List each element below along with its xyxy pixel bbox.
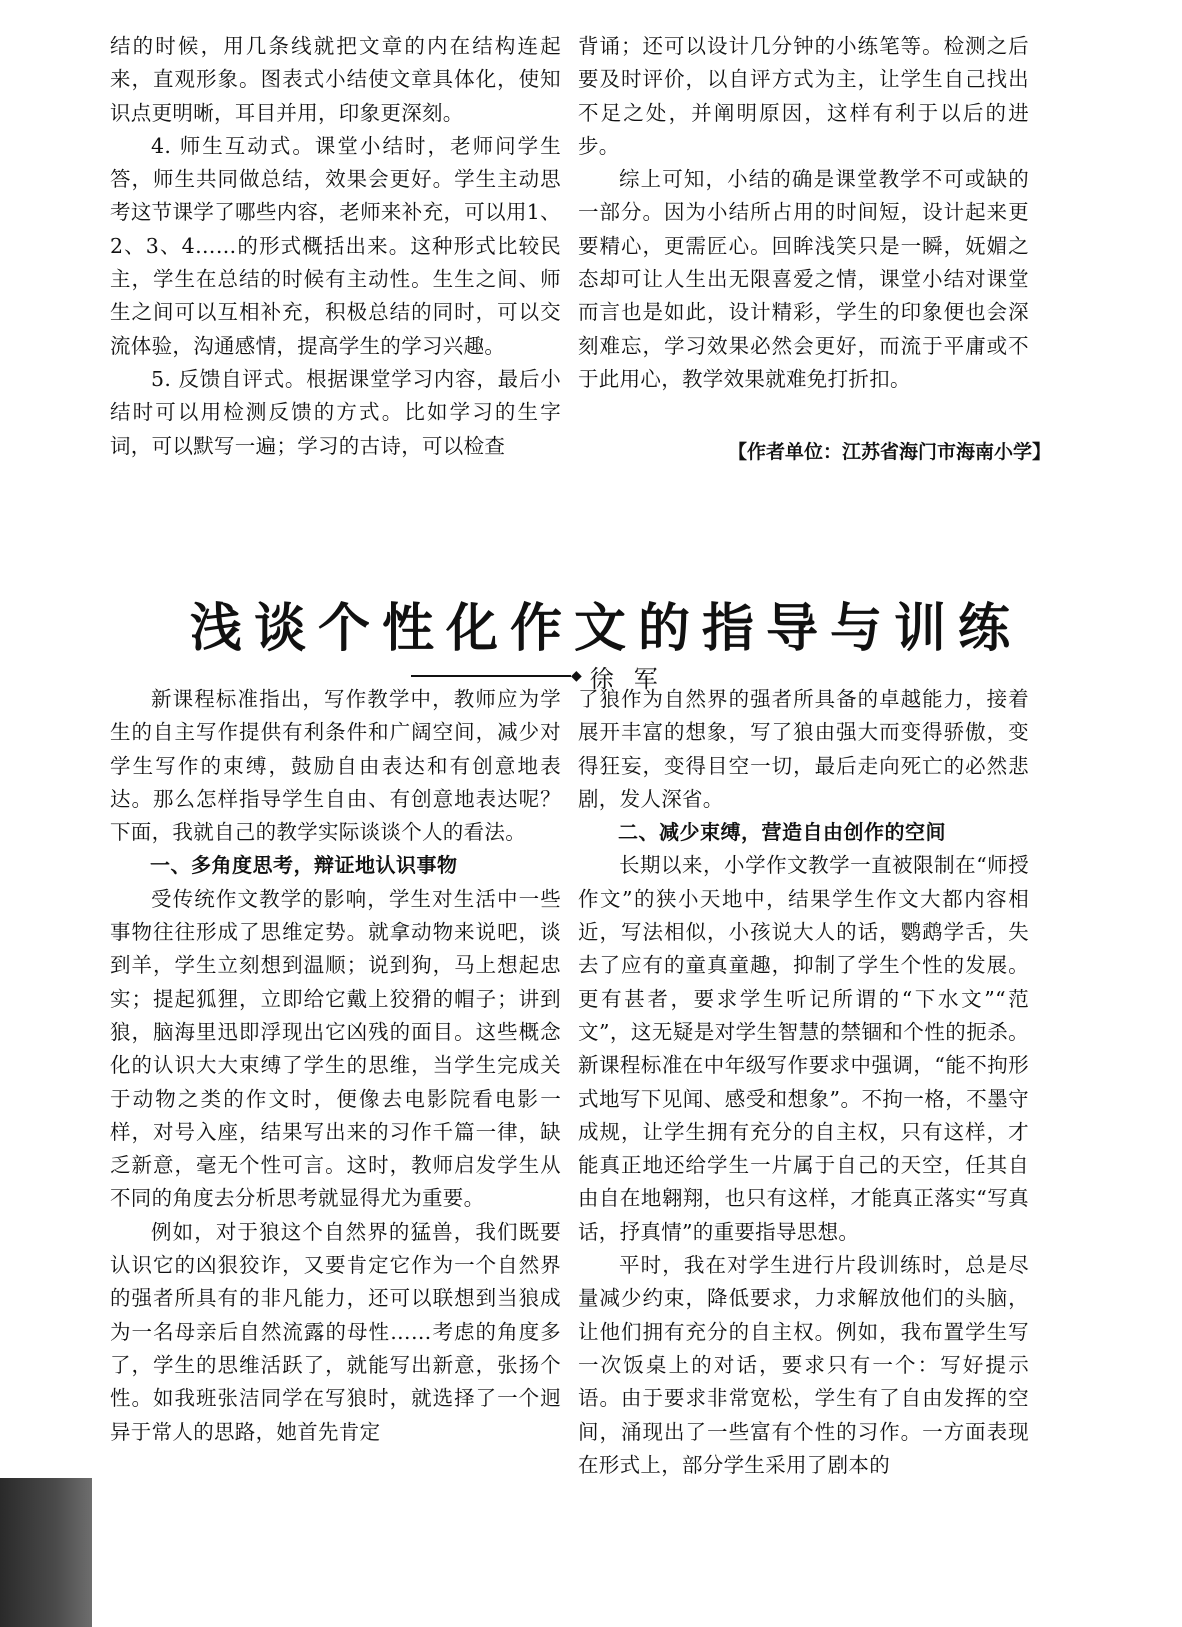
article-left-column	[110, 683, 561, 1449]
paragraph: 了狼作为自然界的强者所具备的卓越能力，接着展开丰富的想象，写了狼由强大而变得骄傲，变得狂妄，变得目空一切，最后走向死亡的必然悲剧，发人深省。	[578, 687, 1029, 811]
paragraph: 4. 师生互动式。课堂小结时，老师问学生答，师生共同做总结，效果会更好。学生主动思考这节课学了哪些内容，老师来补充，可以用1、2、3、4……的形式概括出来。这种形式比较民主，学生在总结的时候有主动性。生生之间、师生之间可以互相补充，积极总结的同时，可以交流体验，沟通感情，提高学生的学习兴趣。	[110, 133, 561, 358]
paragraph: 受传统作文教学的影响，学生对生活中一些事物往往形成了思维定势。就拿动物来说吧，谈到羊，学生立刻想到温顺；说到狗，马上想起忠实；提起狐狸，立即给它戴上狡猾的帽子；讲到狼，脑海里迅即浮现出它凶残的面目。这些概念化的认识大大束缚了学生的思维，当学生完成关于动物之类的作文时，便像去电影院看电影一样，对号入座，结果写出来的习作千篇一律，缺乏新意，毫无个性可言。这时，教师启发学生从不同的角度去分析思考就显得尤为重要。	[110, 886, 561, 1211]
paragraph: 平时，我在对学生进行片段训练时，总是尽量减少约束，降低要求，力求解放他们的头脑，让他们拥有充分的自主权。例如，我布置学生写一次饭桌上的对话，要求只有一个：写好提示语。由于要求非常宽松，学生有了自由发挥的空间，涌现出了一些富有个性的习作。一方面表现在形式上，部分学生采用了剧本的	[578, 1253, 1029, 1477]
top-right-column	[578, 30, 1029, 396]
paragraph: 长期以来，小学作文教学一直被限制在“师授作文”的狭小天地中，结果学生作文大都内容相近，写法相似，小孩说大人的话，鹦鹉学舌，失去了应有的童真童趣，抑制了学生个性的发展。更有甚者，要求学生听记所谓的“下水文”“范文”，这无疑是对学生智慧的禁锢和个性的扼杀。新课程标准在中年级写作要求中强调，“能不拘形式地写下见闻、感受和想象”。不拘一格，不墨守成规，让学生拥有充分的自主权，只有这样，才能真正地还给学生一片属于自己的天空，任其自由自在地翱翔，也只有这样，才能真正落实“写真话，抒真情”的重要指导思想。	[578, 853, 1029, 1244]
top-left-column	[110, 30, 561, 463]
section-heading: 二、减少束缚，营造自由创作的空间	[618, 820, 946, 845]
paragraph: 新课程标准指出，写作教学中，教师应为学生的自主写作提供有利条件和广阔空间，减少对学生写作的束缚，鼓励自由表达和有创意地表达。那么怎样指导学生自由、有创意地表达呢？下面，我就自己的教学实际谈谈个人的看法。	[110, 687, 561, 845]
paragraph: 结的时候，用几条线就把文章的内在结构连起来，直观形象。图表式小结使文章具体化，使知识点更明晰，耳目并用，印象更深刻。	[110, 34, 561, 125]
author-affiliation: 【作者单位：江苏省海门市海南小学】	[727, 441, 1051, 463]
paragraph: 5. 反馈自评式。根据课堂学习内容，最后小结时可以用检测反馈的方式。比如学习的生字词，可以默写一遍；学习的古诗，可以检查	[110, 366, 561, 458]
section-heading: 一、多角度思考，辩证地认识事物	[150, 853, 458, 878]
diamond-icon: ◆	[571, 668, 582, 684]
byline-rule	[411, 675, 571, 677]
article-title: 浅谈个性化作文的指导与训练	[190, 598, 1023, 659]
paragraph: 综上可知，小结的确是课堂教学不可或缺的一部分。因为小结所占用的时间短，设计起来更要精心，更需匠心。回眸浅笑只是一瞬，妩媚之态却可让人生出无限喜爱之情，课堂小结对课堂而言也是如此，设计精彩，学生的印象便也会深刻难忘，学习效果必然会更好，而流于平庸或不于此用心，教学效果就难免打折扣。	[578, 167, 1029, 391]
paragraph: 例如，对于狼这个自然界的猛兽，我们既要认识它的凶狠狡诈，又要肯定它作为一个自然界的强者所具有的非凡能力，还可以联想到当狼成为一名母亲后自然流露的母性……考虑的角度多了，学生的思维活跃了，就能写出新意，张扬个性。如我班张洁同学在写狼时，就选择了一个迥异于常人的思路，她首先肯定	[110, 1219, 561, 1444]
article-right-column	[578, 683, 1029, 1482]
paragraph: 背诵；还可以设计几分钟的小练笔等。检测之后要及时评价，以自评方式为主，让学生自己找出不足之处，并阐明原因，这样有利于以后的进步。	[578, 34, 1029, 158]
scan-edge-shadow	[0, 1478, 92, 1627]
article-author: 徐军	[589, 664, 678, 693]
